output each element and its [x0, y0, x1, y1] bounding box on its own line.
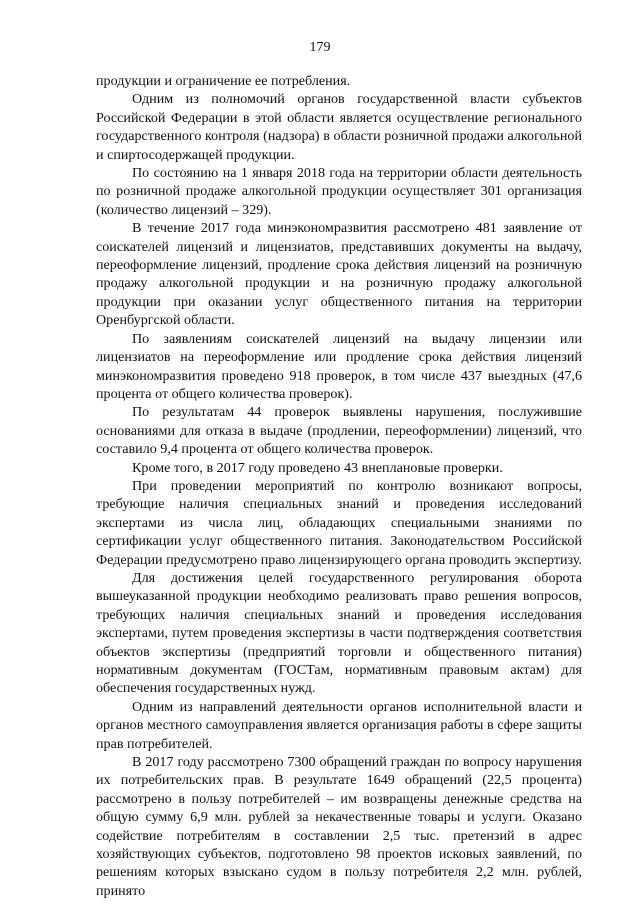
paragraph-10: Одним из направлений деятельности органов исполнительной власти и органов местного самоуправления является организация работы в сфере защиты прав потребителей. [96, 698, 582, 752]
paragraph-9: Для достижения целей государственного регулирования оборота вышеуказанной продукции необходимо реализовать право решения вопросов, требующих наличия специальных знаний и проведения исследования экспертами, путем проведения экспертизы в части подтверждения соответствия объектов экспертизы (предприятий торговли и общественного питания) нормативным документам (ГОСТам, нормативным правовым актам) для обеспечения государственных нужд. [96, 569, 582, 697]
paragraph-7: Кроме того, в 2017 году проведено 43 внеплановые проверки. [132, 459, 503, 476]
paragraph-6: По результатам 44 проверок выявлены нарушения, послужившие основаниями для отказа в выдаче (продлении, переоформлении) лицензий, что составило 9,4 процента от общего количества проверок. [96, 404, 582, 458]
page-body [96, 72, 582, 900]
paragraph-1: продукции и ограничение ее потребления. [96, 73, 351, 89]
paragraph-3: По состоянию на 1 января 2018 года на территории области деятельность по розничной продаже алкогольной продукции осуществляет 301 организация (количество лицензий – 329). [96, 165, 582, 218]
page-number: 179 [309, 40, 331, 55]
paragraph-8: При проведении мероприятий по контролю возникают вопросы, требующие наличия специальных знаний и проведения исследований экспертами из числа лиц, обладающих специальными знаниями по сертификации услуг общественного питания. Законодательством Российской Федерации предусмотрено право лицензирующего органа проводить экспертизу. [96, 477, 582, 568]
paragraph-11: В 2017 году рассмотрено 7300 обращений граждан по вопросу нарушения их потребительских прав. В результате 1649 обращений (22,5 процента) рассмотрено в пользу потребителей – им возвращены денежные средства на общую сумму 6,9 млн. рублей за некачественные товары и услуги. Оказано содействие потребителям в составлении 2,5 тыс. претензий в адрес хозяйствующих субъектов, подготовлено 98 проектов исковых заявлений, по решениям которых взыскано судом в пользу потребителя 2,2 млн. рублей, принято [96, 754, 582, 899]
paragraph-5: По заявлениям соискателей лицензий на выдачу лицензии или лицензиатов на переоформление или продление срока действия лицензий минэкономразвития проведено 918 проверок, в том числе 437 выездных (47,6 процента от общего количества проверок). [96, 330, 582, 402]
paragraph-4: В течение 2017 года минэкономразвития рассмотрено 481 заявление от соискателей лицензий и лицензиатов, представивших документы на выдачу, переоформление лицензий, продление срока действия лицензий на розничную продажу алкогольной продукции и на розничную продажу алкогольной продукции при оказании услуг общественного питания на территории Оренбургской области. [96, 220, 582, 329]
paragraph-2: Одним из полномочий органов государственной власти субъектов Российской Федерации в этой области является осуществление регионального государственного контроля (надзора) в области розничной продажи алкогольной и спиртосодержащей продукции. [96, 91, 582, 163]
